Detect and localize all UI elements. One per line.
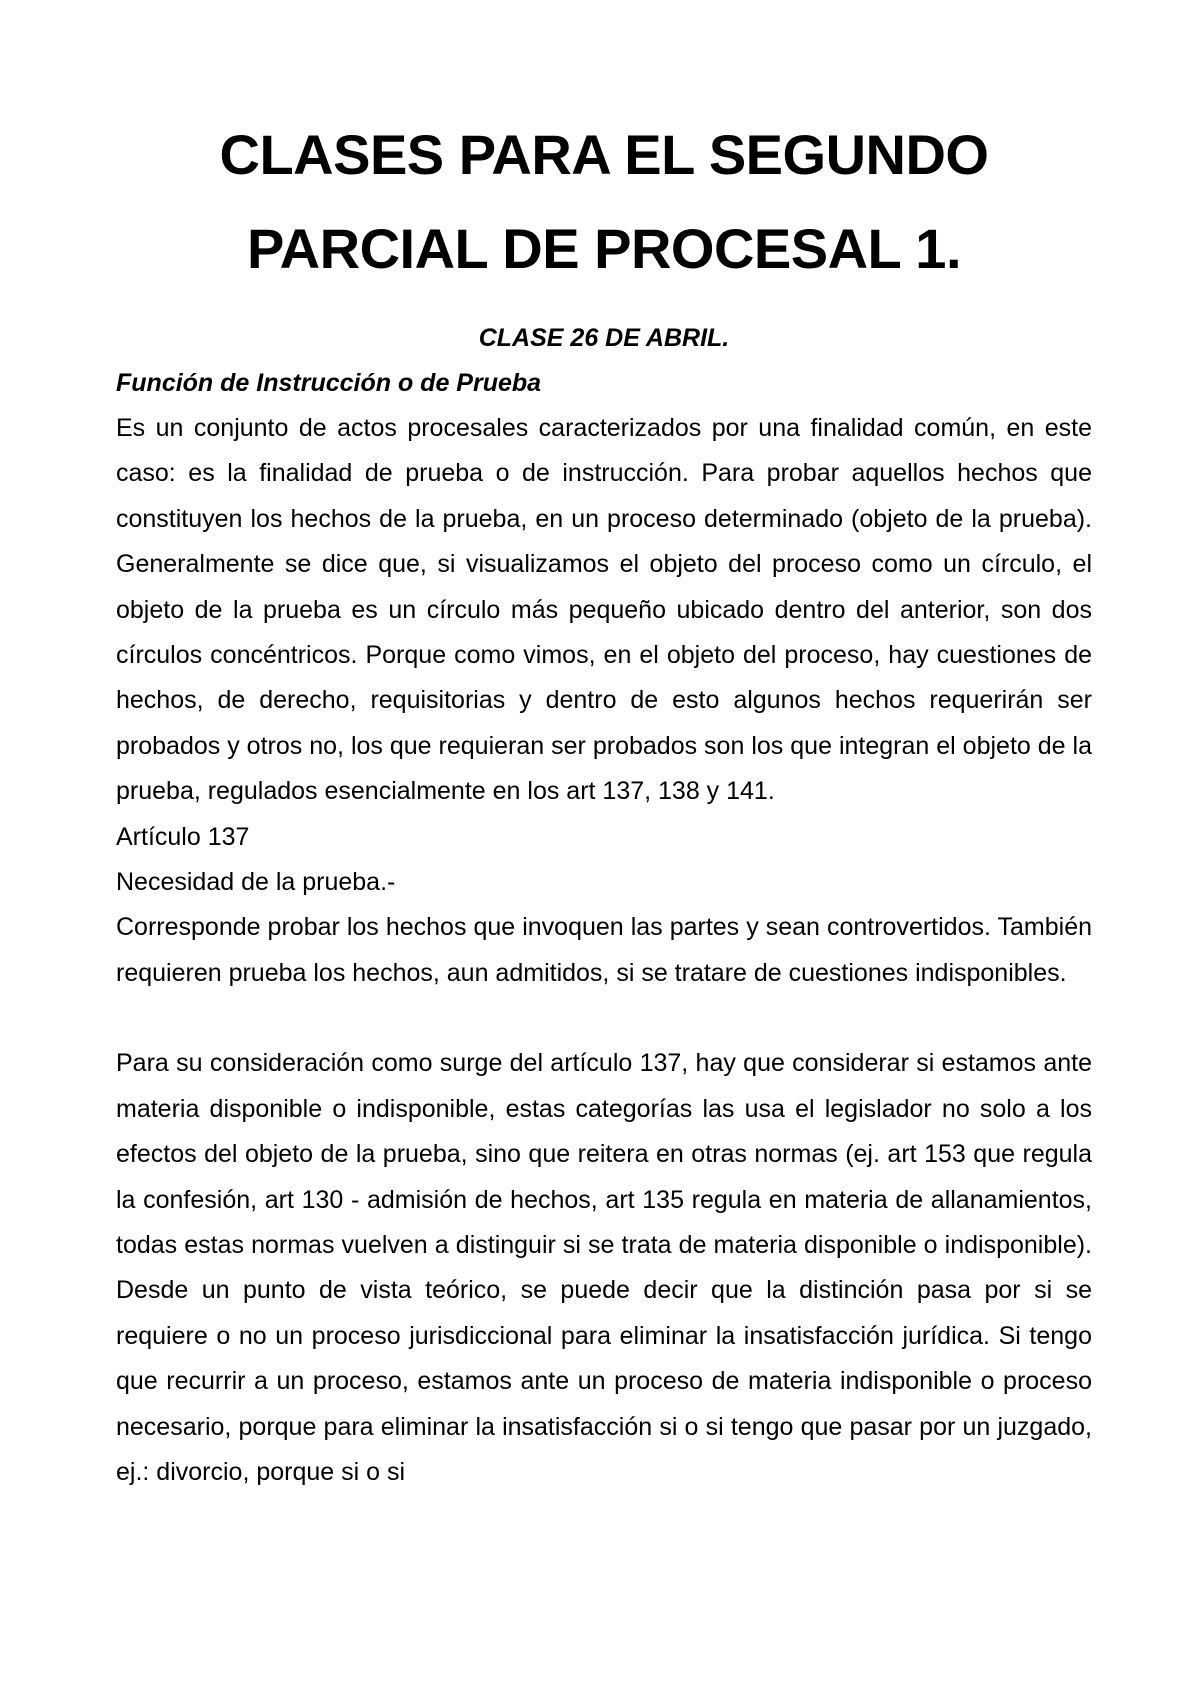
paragraph-intro: Es un conjunto de actos procesales caracterizados por una finalidad común, en este caso: es la finalidad de prueba o de instrucción. Para probar aquellos hechos que constituyen los hechos de la prueba, en un proceso determinado (objeto de la prueba). Generalmente se dice que, si visualizamos el objeto del proceso como un círculo, el objeto de la prueba es un círculo más pequeño ubicado dentro del anterior, son dos círculos concéntricos. Porque como vimos, en el objeto del proceso, hay cuestiones de hechos, de derecho, requisitorias y dentro de esto algunos hechos requerirán ser probados y otros no, los que requieran ser probados son los que integran el objeto de la prueba, regulados esencialmente en los art 137, 138 y 141. [116,414,1092,806]
section-heading: Función de Instrucción o de Prueba [116,369,542,397]
document-body [116,406,1092,1495]
article-title: Necesidad de la prueba.- [116,868,396,897]
article-label: Artículo 137 [116,822,250,851]
article-text: Corresponde probar los hechos que invoquen las partes y sean controvertidos. También requieren prueba los hechos, aun admitidos, si se tratare de cuestiones indisponibles. [116,913,1092,987]
class-date-heading: CLASE 26 DE ABRIL. [478,324,730,352]
document-page [116,108,1092,1495]
document-title-line-1: CLASES PARA EL SEGUNDO [219,123,989,186]
paragraph-disponible: Para su consideración como surge del artículo 137, hay que considerar si estamos ante materia disponible o indisponible, estas categorías las usa el legislador no solo a los efectos del objeto de la prueba, sino que reitera en otras normas (ej. art 153 que regula la confesión, art 130 - admisión de hechos, art 135 regula en materia de allanamientos, todas estas normas vuelven a distinguir si se trata de materia disponible o indisponible). Desde un punto de vista teórico, se puede decir que la distinción pasa por si se requiere o no un proceso jurisdiccional para eliminar la insatisfacción jurídica. Si tengo que recurrir a un proceso, estamos ante un proceso de materia indisponible o proceso necesario, porque para eliminar la insatisfacción si o si tengo que pasar por un juzgado, ej.: divorcio, porque si o si [116,1049,1092,1486]
document-title-line-2: PARCIAL DE PROCESAL 1. [246,217,962,280]
paragraph-spacer [116,996,1092,1041]
document-title [116,108,1092,296]
